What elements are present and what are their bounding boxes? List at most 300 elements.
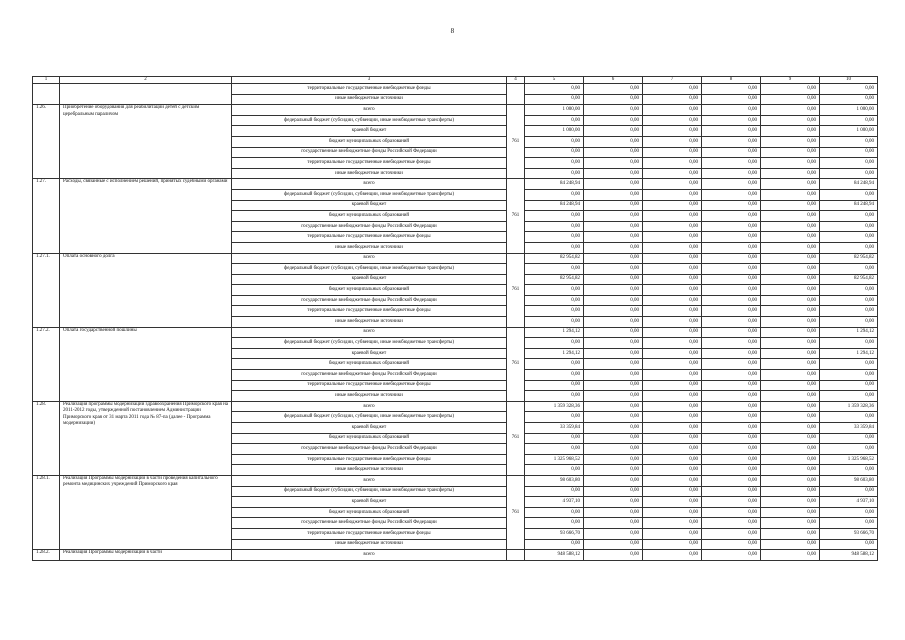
amount-cell: 1 294,12 xyxy=(820,348,878,359)
funding-source-cell: территориальные государственные внебюджетные фонды xyxy=(232,454,507,465)
amount-cell: 0,00 xyxy=(584,295,643,306)
amount-cell: 0,00 xyxy=(584,370,643,381)
amount-cell: 0,00 xyxy=(643,391,702,402)
amount-cell: 0,00 xyxy=(761,306,820,317)
amount-cell: 0,00 xyxy=(525,242,584,253)
amount-cell: 0,00 xyxy=(820,412,878,423)
amount-cell: 0,00 xyxy=(820,211,878,222)
funding-source-cell: федеральный бюджет (субсидии, субвенции, иные межбюджетные трансферты) xyxy=(232,189,507,200)
amount-cell: 0,00 xyxy=(584,84,643,95)
amount-cell: 0,00 xyxy=(525,370,584,381)
amount-cell: 0,00 xyxy=(761,475,820,486)
amount-cell: 0,00 xyxy=(761,242,820,253)
amount-cell: 0,00 xyxy=(702,475,761,486)
funding-source-cell: иные внебюджетные источники xyxy=(232,94,507,105)
amount-cell: 4 937,10 xyxy=(820,497,878,508)
amount-cell: 0,00 xyxy=(643,433,702,444)
column-header: 1 xyxy=(33,77,60,84)
amount-cell: 93 666,70 xyxy=(820,528,878,539)
amount-cell: 82 954,82 xyxy=(525,253,584,264)
amount-cell: 0,00 xyxy=(761,338,820,349)
funding-source-cell: бюджет муниципальных образований xyxy=(232,285,507,296)
amount-cell: 0,00 xyxy=(525,433,584,444)
amount-cell: 0,00 xyxy=(761,285,820,296)
amount-cell: 0,00 xyxy=(525,147,584,158)
amount-cell: 0,00 xyxy=(584,528,643,539)
table-row xyxy=(33,550,878,561)
amount-cell: 0,00 xyxy=(584,264,643,275)
amount-cell: 0,00 xyxy=(584,518,643,529)
amount-cell: 0,00 xyxy=(702,444,761,455)
funding-source-cell: всего xyxy=(232,550,507,561)
amount-cell: 0,00 xyxy=(702,550,761,561)
column-header: 8 xyxy=(702,77,761,84)
amount-cell: 0,00 xyxy=(525,264,584,275)
amount-cell: 82 954,82 xyxy=(525,274,584,285)
amount-cell: 0,00 xyxy=(761,454,820,465)
amount-cell: 0,00 xyxy=(761,380,820,391)
amount-cell: 1 325 968,52 xyxy=(820,454,878,465)
amount-cell: 0,00 xyxy=(761,401,820,412)
amount-cell: 0,00 xyxy=(702,539,761,550)
amount-cell: 0,00 xyxy=(702,179,761,190)
amount-cell: 0,00 xyxy=(584,486,643,497)
amount-cell: 0,00 xyxy=(584,380,643,391)
amount-cell: 0,00 xyxy=(761,200,820,211)
amount-cell: 0,00 xyxy=(643,189,702,200)
amount-cell: 0,00 xyxy=(820,158,878,169)
amount-cell: 0,00 xyxy=(643,338,702,349)
amount-cell: 0,00 xyxy=(702,168,761,179)
amount-cell: 0,00 xyxy=(761,433,820,444)
amount-cell: 1 000,00 xyxy=(820,105,878,116)
amount-cell: 0,00 xyxy=(525,486,584,497)
amount-cell: 0,00 xyxy=(643,242,702,253)
amount-cell: 0,00 xyxy=(761,189,820,200)
item-name-cell: Расходы, связанные с исполнением решений, принятых судебными органами xyxy=(60,179,232,253)
amount-cell: 0,00 xyxy=(643,168,702,179)
amount-cell: 0,00 xyxy=(702,528,761,539)
funding-source-cell: всего xyxy=(232,475,507,486)
funding-source-cell: всего xyxy=(232,105,507,116)
item-name-cell: Оплата государственной пошлины xyxy=(60,327,232,401)
amount-cell: 0,00 xyxy=(702,401,761,412)
amount-cell: 0,00 xyxy=(761,94,820,105)
amount-cell: 0,00 xyxy=(820,518,878,529)
amount-cell: 0,00 xyxy=(820,285,878,296)
funding-source-cell: территориальные государственные внебюджетные фонды xyxy=(232,158,507,169)
funding-source-cell: территориальные государственные внебюджетные фонды xyxy=(232,528,507,539)
amount-cell: 0,00 xyxy=(584,285,643,296)
funding-source-cell: всего xyxy=(232,253,507,264)
item-number-cell: 1.26. xyxy=(33,105,60,179)
amount-cell: 0,00 xyxy=(584,306,643,317)
amount-cell: 0,00 xyxy=(702,189,761,200)
code-cell xyxy=(507,550,525,561)
column-header: 10 xyxy=(820,77,878,84)
amount-cell: 0,00 xyxy=(820,465,878,476)
amount-cell: 0,00 xyxy=(584,232,643,243)
amount-cell: 0,00 xyxy=(584,401,643,412)
amount-cell: 0,00 xyxy=(761,115,820,126)
amount-cell: 0,00 xyxy=(643,348,702,359)
amount-cell: 0,00 xyxy=(525,391,584,402)
amount-cell: 0,00 xyxy=(525,444,584,455)
amount-cell: 0,00 xyxy=(820,264,878,275)
amount-cell: 0,00 xyxy=(643,412,702,423)
amount-cell: 0,00 xyxy=(584,507,643,518)
amount-cell: 0,00 xyxy=(525,168,584,179)
funding-source-cell: федеральный бюджет (субсидии, субвенции, иные межбюджетные трансферты) xyxy=(232,486,507,497)
funding-source-cell: федеральный бюджет (субсидии, субвенции, иные межбюджетные трансферты) xyxy=(232,412,507,423)
amount-cell: 0,00 xyxy=(584,242,643,253)
amount-cell: 0,00 xyxy=(820,444,878,455)
amount-cell: 0,00 xyxy=(584,126,643,137)
funding-source-cell: территориальные государственные внебюджетные фонды xyxy=(232,380,507,391)
amount-cell: 82 954,82 xyxy=(820,274,878,285)
funding-source-cell: государственные внебюджетные фонды Российской Федерации xyxy=(232,370,507,381)
amount-cell: 0,00 xyxy=(643,211,702,222)
amount-cell: 0,00 xyxy=(584,105,643,116)
item-number-cell: 1.28.1. xyxy=(33,475,60,549)
item-number-cell: 1.28. xyxy=(33,401,60,475)
amount-cell: 0,00 xyxy=(702,359,761,370)
amount-cell: 0,00 xyxy=(702,147,761,158)
amount-cell: 0,00 xyxy=(584,158,643,169)
funding-source-cell: краевой бюджет xyxy=(232,423,507,434)
column-header: 2 xyxy=(60,77,232,84)
amount-cell: 0,00 xyxy=(820,242,878,253)
amount-cell: 0,00 xyxy=(643,507,702,518)
amount-cell: 1 325 968,52 xyxy=(525,454,584,465)
amount-cell: 0,00 xyxy=(525,317,584,328)
amount-cell: 0,00 xyxy=(584,147,643,158)
amount-cell: 0,00 xyxy=(761,317,820,328)
amount-cell: 0,00 xyxy=(820,317,878,328)
amount-cell: 1 359 328,36 xyxy=(525,401,584,412)
amount-cell: 0,00 xyxy=(643,306,702,317)
amount-cell: 0,00 xyxy=(584,136,643,147)
code-cell: 761 xyxy=(507,475,525,549)
code-cell xyxy=(507,84,525,105)
amount-cell: 0,00 xyxy=(643,550,702,561)
amount-cell: 0,00 xyxy=(643,497,702,508)
amount-cell: 0,00 xyxy=(702,507,761,518)
amount-cell: 0,00 xyxy=(702,211,761,222)
amount-cell: 33 359,84 xyxy=(820,423,878,434)
amount-cell: 0,00 xyxy=(643,454,702,465)
amount-cell: 0,00 xyxy=(761,264,820,275)
funding-source-cell: иные внебюджетные источники xyxy=(232,465,507,476)
amount-cell: 0,00 xyxy=(643,84,702,95)
table-row xyxy=(33,84,878,95)
amount-cell: 0,00 xyxy=(525,295,584,306)
item-name-cell: Реализация программы модернизации здравоохранения Приморского края на 2011-2012 годы, утвержденной постановлением Администрации Приморского края от 31 марта 2011 года № 87-па (далее - Программа модернизации) xyxy=(60,401,232,475)
amount-cell: 0,00 xyxy=(761,84,820,95)
amount-cell: 0,00 xyxy=(525,306,584,317)
amount-cell: 0,00 xyxy=(525,518,584,529)
funding-source-cell: государственные внебюджетные фонды Российской Федерации xyxy=(232,221,507,232)
amount-cell: 0,00 xyxy=(702,115,761,126)
funding-source-cell: бюджет муниципальных образований xyxy=(232,507,507,518)
amount-cell: 0,00 xyxy=(525,359,584,370)
amount-cell: 0,00 xyxy=(702,423,761,434)
amount-cell: 0,00 xyxy=(525,412,584,423)
amount-cell: 0,00 xyxy=(820,539,878,550)
amount-cell: 0,00 xyxy=(820,115,878,126)
amount-cell: 0,00 xyxy=(584,317,643,328)
amount-cell: 0,00 xyxy=(702,94,761,105)
funding-source-cell: государственные внебюджетные фонды Российской Федерации xyxy=(232,147,507,158)
amount-cell: 0,00 xyxy=(761,539,820,550)
amount-cell: 0,00 xyxy=(820,295,878,306)
amount-cell: 0,00 xyxy=(820,486,878,497)
amount-cell: 0,00 xyxy=(702,84,761,95)
amount-cell: 0,00 xyxy=(820,338,878,349)
amount-cell: 0,00 xyxy=(761,465,820,476)
amount-cell: 0,00 xyxy=(584,211,643,222)
amount-cell: 0,00 xyxy=(761,179,820,190)
amount-cell: 0,00 xyxy=(761,518,820,529)
amount-cell: 0,00 xyxy=(761,136,820,147)
amount-cell: 0,00 xyxy=(525,189,584,200)
amount-cell: 0,00 xyxy=(761,486,820,497)
amount-cell: 0,00 xyxy=(584,338,643,349)
amount-cell: 0,00 xyxy=(761,423,820,434)
amount-cell: 1 294,12 xyxy=(525,348,584,359)
amount-cell: 0,00 xyxy=(702,380,761,391)
table-row xyxy=(33,253,878,264)
amount-cell: 0,00 xyxy=(584,412,643,423)
amount-cell: 0,00 xyxy=(761,158,820,169)
amount-cell: 0,00 xyxy=(584,274,643,285)
amount-cell: 0,00 xyxy=(643,401,702,412)
amount-cell: 0,00 xyxy=(525,158,584,169)
amount-cell: 0,00 xyxy=(761,550,820,561)
amount-cell: 0,00 xyxy=(643,94,702,105)
amount-cell: 0,00 xyxy=(525,136,584,147)
amount-cell: 0,00 xyxy=(702,264,761,275)
amount-cell: 0,00 xyxy=(643,200,702,211)
amount-cell: 0,00 xyxy=(584,168,643,179)
amount-cell: 0,00 xyxy=(761,232,820,243)
item-name-cell: Приобретение оборудования для реабилитации детей с детским церебральным параличом xyxy=(60,105,232,179)
amount-cell: 84 248,94 xyxy=(525,200,584,211)
amount-cell: 0,00 xyxy=(702,105,761,116)
item-number-cell xyxy=(33,84,60,105)
amount-cell: 0,00 xyxy=(584,253,643,264)
funding-source-cell: бюджет муниципальных образований xyxy=(232,136,507,147)
amount-cell: 0,00 xyxy=(702,253,761,264)
amount-cell: 1 000,00 xyxy=(525,105,584,116)
amount-cell: 0,00 xyxy=(643,115,702,126)
funding-source-cell: краевой бюджет xyxy=(232,126,507,137)
item-number-cell: 1.27. xyxy=(33,179,60,253)
amount-cell: 0,00 xyxy=(702,306,761,317)
column-header: 3 xyxy=(232,77,507,84)
amount-cell: 0,00 xyxy=(643,327,702,338)
amount-cell: 0,00 xyxy=(643,105,702,116)
item-name-cell: Реализация Программы модернизации в части xyxy=(60,550,232,561)
amount-cell: 0,00 xyxy=(525,232,584,243)
amount-cell: 0,00 xyxy=(525,211,584,222)
funding-source-cell: бюджет муниципальных образований xyxy=(232,359,507,370)
amount-cell: 0,00 xyxy=(761,295,820,306)
amount-cell: 0,00 xyxy=(584,433,643,444)
amount-cell: 0,00 xyxy=(584,444,643,455)
amount-cell: 0,00 xyxy=(702,221,761,232)
amount-cell: 0,00 xyxy=(820,306,878,317)
column-header: 9 xyxy=(761,77,820,84)
item-number-cell: 1.27.1. xyxy=(33,253,60,327)
amount-cell: 0,00 xyxy=(761,444,820,455)
amount-cell: 0,00 xyxy=(525,285,584,296)
amount-cell: 0,00 xyxy=(584,550,643,561)
amount-cell: 0,00 xyxy=(584,391,643,402)
amount-cell: 0,00 xyxy=(643,253,702,264)
funding-source-cell: краевой бюджет xyxy=(232,497,507,508)
item-name-cell: Реализация Программы модернизации в части проведения капитального ремонта медицинских учреждений Приморского края xyxy=(60,475,232,549)
amount-cell: 0,00 xyxy=(702,454,761,465)
amount-cell: 0,00 xyxy=(643,158,702,169)
amount-cell: 0,00 xyxy=(643,518,702,529)
funding-source-cell: иные внебюджетные источники xyxy=(232,539,507,550)
amount-cell: 0,00 xyxy=(702,370,761,381)
table-row xyxy=(33,105,878,116)
item-number-cell: 1.27.2. xyxy=(33,327,60,401)
amount-cell: 0,00 xyxy=(525,380,584,391)
funding-source-cell: иные внебюджетные источники xyxy=(232,317,507,328)
funding-source-cell: иные внебюджетные источники xyxy=(232,168,507,179)
amount-cell: 0,00 xyxy=(643,221,702,232)
amount-cell: 0,00 xyxy=(643,126,702,137)
funding-source-cell: государственные внебюджетные фонды Российской Федерации xyxy=(232,444,507,455)
funding-source-cell: всего xyxy=(232,327,507,338)
funding-source-cell: федеральный бюджет (субсидии, субвенции, иные межбюджетные трансферты) xyxy=(232,264,507,275)
amount-cell: 0,00 xyxy=(584,115,643,126)
amount-cell: 93 666,70 xyxy=(525,528,584,539)
amount-cell: 0,00 xyxy=(820,370,878,381)
amount-cell: 0,00 xyxy=(761,370,820,381)
amount-cell: 0,00 xyxy=(702,158,761,169)
amount-cell: 4 937,10 xyxy=(525,497,584,508)
amount-cell: 98 603,80 xyxy=(820,475,878,486)
amount-cell: 98 603,80 xyxy=(525,475,584,486)
amount-cell: 0,00 xyxy=(643,232,702,243)
funding-source-cell: государственные внебюджетные фонды Российской Федерации xyxy=(232,295,507,306)
funding-source-cell: краевой бюджет xyxy=(232,200,507,211)
column-header: 4 xyxy=(507,77,525,84)
table-row xyxy=(33,475,878,486)
amount-cell: 0,00 xyxy=(702,200,761,211)
item-name-cell: Оплата основного долга xyxy=(60,253,232,327)
funding-source-cell: иные внебюджетные источники xyxy=(232,242,507,253)
amount-cell: 948 588,12 xyxy=(820,550,878,561)
funding-source-cell: всего xyxy=(232,179,507,190)
funding-source-cell: бюджет муниципальных образований xyxy=(232,433,507,444)
amount-cell: 0,00 xyxy=(761,507,820,518)
amount-cell: 0,00 xyxy=(761,253,820,264)
amount-cell: 0,00 xyxy=(584,475,643,486)
page-number: 8 xyxy=(450,27,455,35)
code-cell: 761 xyxy=(507,253,525,327)
table-row xyxy=(33,179,878,190)
column-header: 7 xyxy=(643,77,702,84)
amount-cell: 0,00 xyxy=(643,528,702,539)
amount-cell: 0,00 xyxy=(525,84,584,95)
amount-cell: 0,00 xyxy=(820,380,878,391)
amount-cell: 0,00 xyxy=(584,497,643,508)
amount-cell: 0,00 xyxy=(643,359,702,370)
amount-cell: 0,00 xyxy=(820,232,878,243)
amount-cell: 0,00 xyxy=(584,539,643,550)
amount-cell: 0,00 xyxy=(643,317,702,328)
amount-cell: 0,00 xyxy=(702,274,761,285)
amount-cell: 0,00 xyxy=(820,507,878,518)
amount-cell: 0,00 xyxy=(702,412,761,423)
amount-cell: 0,00 xyxy=(643,264,702,275)
amount-cell: 0,00 xyxy=(584,200,643,211)
amount-cell: 0,00 xyxy=(643,179,702,190)
amount-cell: 0,00 xyxy=(761,391,820,402)
amount-cell: 0,00 xyxy=(643,380,702,391)
amount-cell: 0,00 xyxy=(820,147,878,158)
amount-cell: 0,00 xyxy=(584,454,643,465)
amount-cell: 0,00 xyxy=(820,359,878,370)
amount-cell: 0,00 xyxy=(525,507,584,518)
amount-cell: 0,00 xyxy=(525,465,584,476)
amount-cell: 0,00 xyxy=(584,221,643,232)
amount-cell: 0,00 xyxy=(820,221,878,232)
amount-cell: 0,00 xyxy=(761,528,820,539)
amount-cell: 0,00 xyxy=(643,539,702,550)
item-name-cell xyxy=(60,84,232,105)
amount-cell: 0,00 xyxy=(584,189,643,200)
amount-cell: 0,00 xyxy=(643,285,702,296)
amount-cell: 0,00 xyxy=(643,295,702,306)
amount-cell: 948 588,12 xyxy=(525,550,584,561)
code-cell: 761 xyxy=(507,105,525,179)
table-header-row xyxy=(33,77,878,84)
amount-cell: 0,00 xyxy=(525,338,584,349)
amount-cell: 0,00 xyxy=(702,433,761,444)
funding-source-cell: территориальные государственные внебюджетные фонды xyxy=(232,306,507,317)
amount-cell: 1 000,00 xyxy=(525,126,584,137)
amount-cell: 0,00 xyxy=(702,285,761,296)
amount-cell: 0,00 xyxy=(761,147,820,158)
amount-cell: 0,00 xyxy=(584,327,643,338)
amount-cell: 84 248,94 xyxy=(820,200,878,211)
amount-cell: 0,00 xyxy=(820,168,878,179)
amount-cell: 0,00 xyxy=(702,136,761,147)
column-header: 6 xyxy=(584,77,643,84)
funding-source-cell: бюджет муниципальных образований xyxy=(232,211,507,222)
amount-cell: 0,00 xyxy=(702,465,761,476)
code-cell: 761 xyxy=(507,401,525,475)
amount-cell: 0,00 xyxy=(643,465,702,476)
amount-cell: 0,00 xyxy=(525,94,584,105)
amount-cell: 0,00 xyxy=(761,412,820,423)
amount-cell: 0,00 xyxy=(702,497,761,508)
amount-cell: 0,00 xyxy=(761,274,820,285)
amount-cell: 0,00 xyxy=(820,391,878,402)
amount-cell: 1 359 328,36 xyxy=(820,401,878,412)
amount-cell: 0,00 xyxy=(761,126,820,137)
amount-cell: 1 294,12 xyxy=(820,327,878,338)
amount-cell: 0,00 xyxy=(761,348,820,359)
amount-cell: 0,00 xyxy=(820,136,878,147)
budget-table xyxy=(32,76,878,561)
